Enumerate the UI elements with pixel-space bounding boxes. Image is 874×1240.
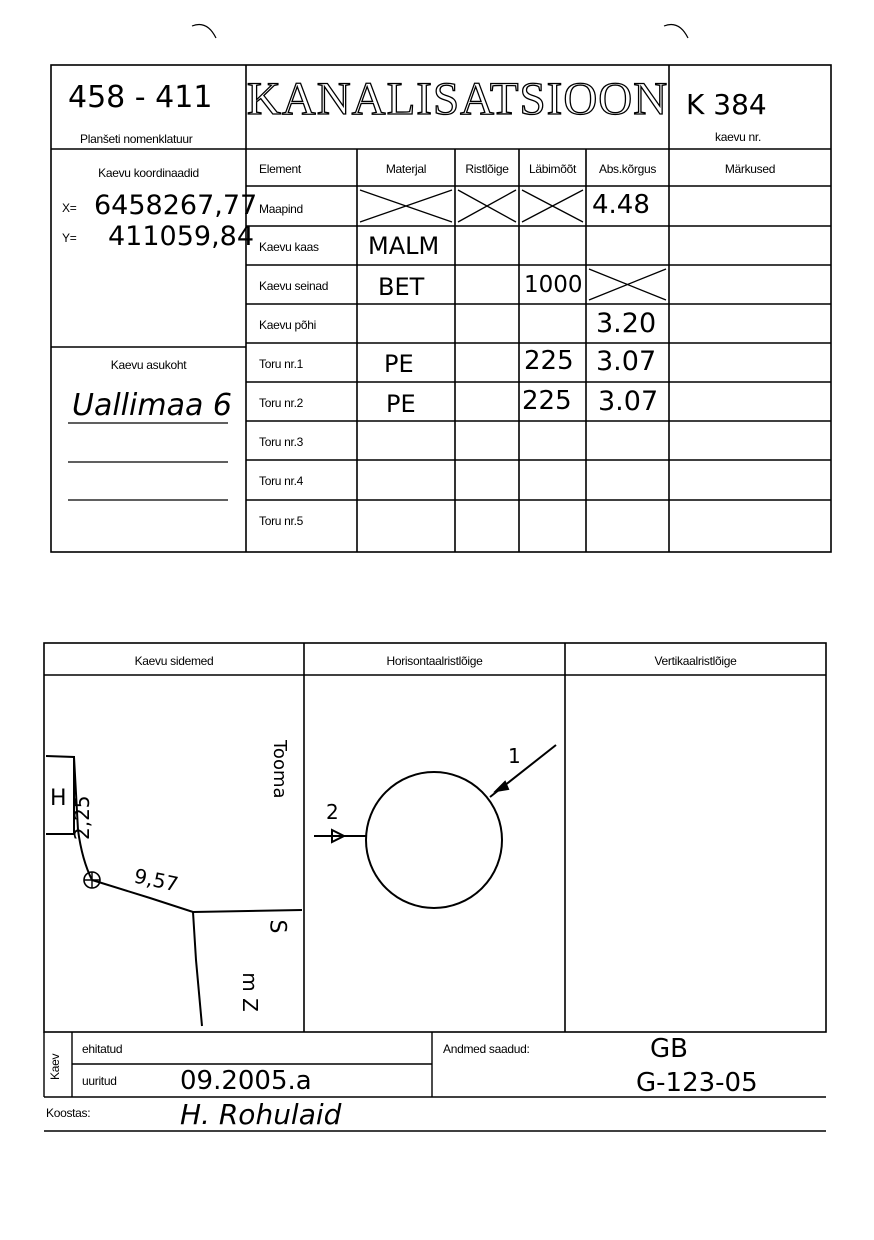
abs-height-maapind: 4.48 xyxy=(592,190,650,220)
sketch-header-vertical: Vertikaalristlõige xyxy=(654,654,737,668)
col-header-diameter: Läbimõõt xyxy=(529,162,576,176)
pipe-2-label: 2 xyxy=(326,800,339,824)
col-header-notes: Märkused xyxy=(724,162,776,176)
sheet-number: 458 - 411 xyxy=(68,80,213,115)
diameter-toru-1: 225 xyxy=(524,346,574,376)
abs-height-kaevu-pohi: 3.20 xyxy=(596,308,657,339)
compiled-value: H. Rohulaid xyxy=(180,1098,342,1131)
street-label-s: S xyxy=(264,919,290,934)
well-id-label: kaevu nr. xyxy=(715,130,761,144)
data-source-value-2: G-123-05 xyxy=(636,1068,758,1098)
row-label: Kaevu seinad xyxy=(259,279,329,293)
data-source-label: Andmed saadud: xyxy=(443,1042,530,1056)
y-label: Y= xyxy=(62,231,77,245)
diameter-toru-2: 225 xyxy=(522,386,572,416)
sheet-label: Planšeti nomenklatuur xyxy=(80,132,193,146)
row-label: Maapind xyxy=(259,202,303,216)
y-value: 411059,84 xyxy=(108,221,255,252)
material-kaevu-seinad: BET xyxy=(378,273,425,301)
row-label: Kaevu kaas xyxy=(259,240,319,254)
material-kaevu-kaas: MALM xyxy=(368,232,440,260)
binder-hole-right xyxy=(664,25,688,39)
footer-side-label: Kaev xyxy=(48,1053,62,1080)
sketch-card-border xyxy=(44,643,826,1032)
row-label: Toru nr.3 xyxy=(259,435,303,449)
col-header-element: Element xyxy=(259,162,301,176)
col-header-abs-height: Abs.kõrgus xyxy=(598,162,657,176)
house-label: H xyxy=(50,786,67,811)
col-header-cross-section: Ristlõige xyxy=(465,162,509,176)
pipe-1-label: 1 xyxy=(508,744,521,768)
coords-label: Kaevu koordinaadid xyxy=(98,166,199,180)
binder-hole-left xyxy=(192,25,216,39)
card-title: KANALISATSIOON xyxy=(246,73,669,125)
street-label-mz: m Z xyxy=(237,972,262,1012)
material-toru-2: PE xyxy=(386,390,416,418)
abs-height-toru-2: 3.07 xyxy=(598,386,659,417)
built-label: ehitatud xyxy=(82,1042,123,1056)
location-label: Kaevu asukoht xyxy=(110,358,187,372)
surveyed-label: uuritud xyxy=(82,1074,117,1088)
row-label: Toru nr.1 xyxy=(259,357,303,371)
street-label-tooma: Tooma xyxy=(269,740,290,799)
distance-9-57: 9,57 xyxy=(131,863,181,897)
horizontal-section-sketch xyxy=(314,745,556,908)
diameter-kaevu-seinad: 1000 xyxy=(524,272,583,298)
surveyed-value: 09.2005.a xyxy=(180,1066,312,1096)
location-value: Uallimaa 6 xyxy=(72,388,232,423)
row-label: Kaevu põhi xyxy=(259,318,317,332)
sketch-header-ties: Kaevu sidemed xyxy=(134,654,214,668)
row-label: Toru nr.4 xyxy=(259,474,303,488)
distance-2-25: 2,25 xyxy=(70,795,94,840)
material-toru-1: PE xyxy=(384,350,414,378)
row-label: Toru nr.5 xyxy=(259,514,303,528)
compiled-label: Koostas: xyxy=(46,1106,91,1120)
data-source-value-1: GB xyxy=(650,1034,688,1064)
abs-height-toru-1: 3.07 xyxy=(596,346,657,377)
row-label: Toru nr.2 xyxy=(259,396,303,410)
well-id: K 384 xyxy=(686,88,767,121)
col-header-material: Materjal xyxy=(385,162,427,176)
sketch-header-horizontal: Horisontaalristlõige xyxy=(386,654,483,668)
x-value: 6458267,77 xyxy=(94,190,258,221)
x-label: X= xyxy=(62,201,77,215)
